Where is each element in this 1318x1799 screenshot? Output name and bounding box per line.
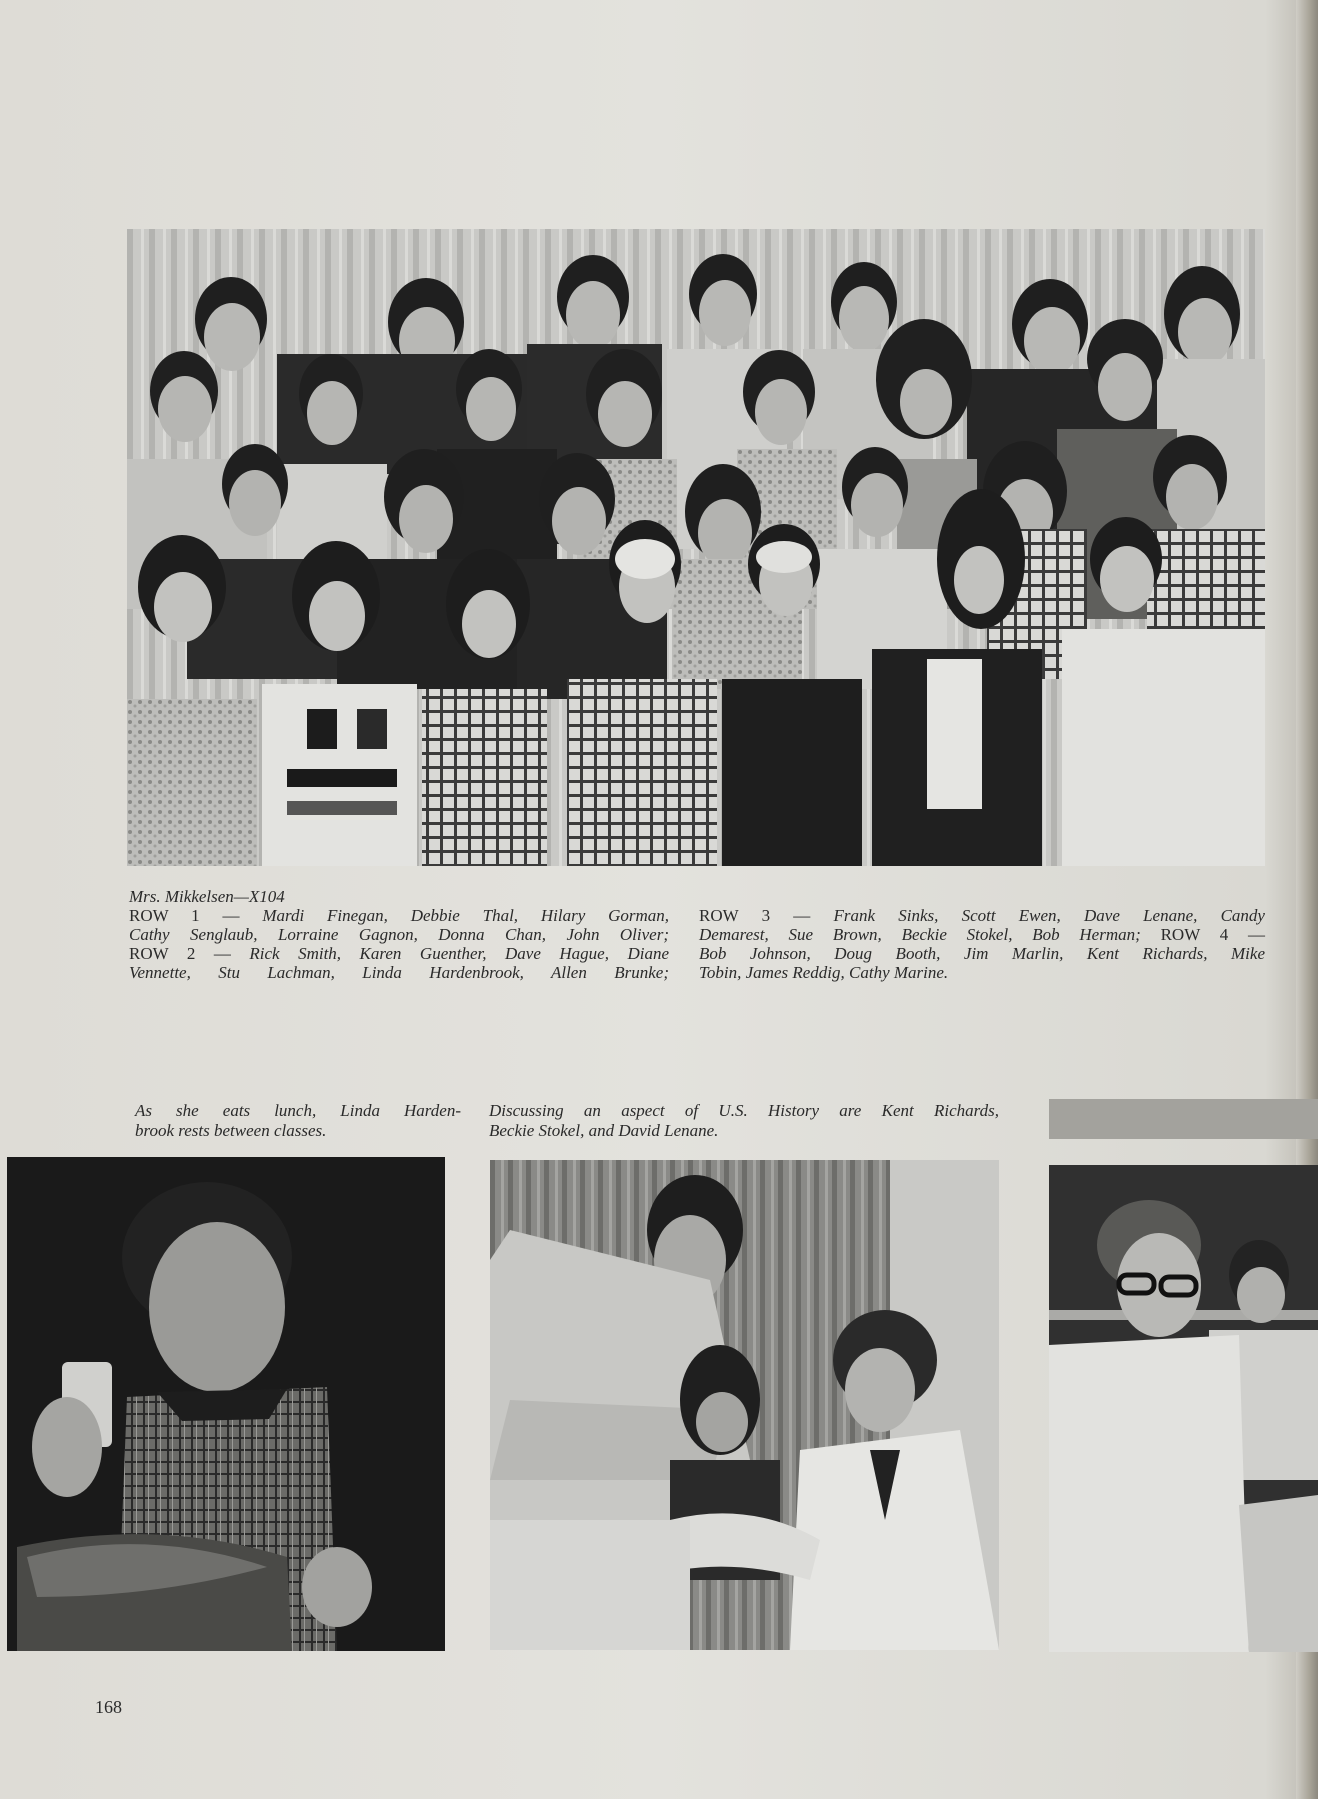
page-number: 168 [95, 1697, 122, 1717]
class-group-photo [127, 229, 1265, 866]
row2-names: Rick Smith, Karen Guenther, Dave Hague, Diane [249, 944, 669, 963]
lunch-caption-line1: As she eats lunch, Linda Harden- [135, 1101, 461, 1120]
row4-names: Bob Johnson, Doug Booth, Jim Marlin, Kent Richards, Mike [699, 944, 1265, 963]
group-caption-right [699, 906, 1265, 982]
row2-label: ROW 2 — [129, 944, 250, 963]
history-caption [489, 1101, 999, 1141]
history-photo [490, 1160, 999, 1650]
class-label: Mrs. Mikkelsen—X104 [129, 887, 285, 906]
row1-label: ROW 1 — [129, 906, 263, 925]
row1-names-cont: Cathy Senglaub, Lorraine Gagnon, Donna Chan, John Oliver; [129, 925, 669, 944]
classroom-photo-image [1049, 1165, 1318, 1652]
lunch-photo-image [7, 1157, 445, 1651]
history-caption-line1: Discussing an aspect of U.S. History are Kent Richards, [489, 1101, 999, 1120]
row3-names: Frank Sinks, Scott Ewen, Dave Lenane, Candy [833, 906, 1265, 925]
lunch-caption [135, 1101, 461, 1141]
row4-label: ROW 4 — [1160, 925, 1266, 944]
classroom-photo [1049, 1165, 1318, 1652]
history-photo-image [490, 1160, 999, 1650]
lunch-caption-line2: brook rests between classes. [135, 1121, 327, 1140]
lunch-photo [7, 1157, 445, 1651]
row4-names-cont: Tobin, James Reddig, Cathy Marine. [699, 963, 949, 982]
group-caption-left [129, 887, 669, 982]
row3-label: ROW 3 — [699, 906, 834, 925]
caption-placeholder-bar [1049, 1099, 1318, 1139]
history-caption-line2: Beckie Stokel, and David Lenane. [489, 1121, 719, 1140]
row2-names-cont: Vennette, Stu Lachman, Linda Hardenbrook, Allen Brunke; [129, 963, 669, 982]
row3-names-cont: Demarest, Sue Brown, Beckie Stokel, Bob Herman; [699, 925, 1161, 944]
group-photo-image [127, 229, 1265, 866]
row1-names: Mardi Finegan, Debbie Thal, Hilary Gorman, [262, 906, 669, 925]
